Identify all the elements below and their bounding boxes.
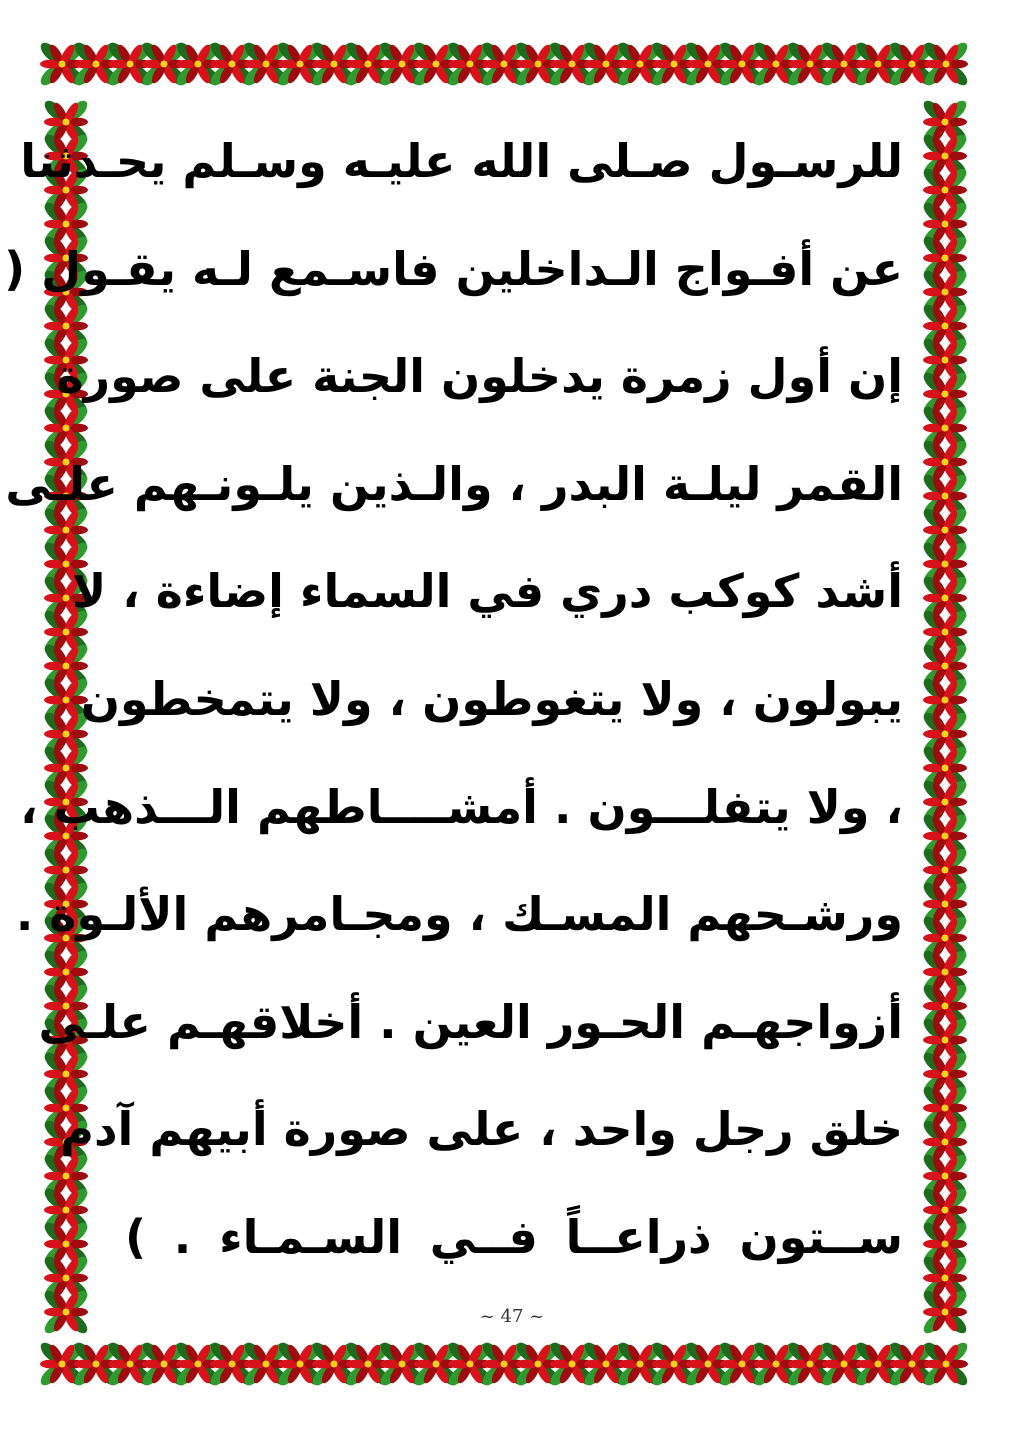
page-number: ~ 47 ~	[479, 1306, 545, 1327]
poinsettia-flower-icon	[921, 1339, 970, 1388]
floral-border-svg	[40, 38, 985, 104]
floral-border-top	[40, 38, 985, 104]
floral-border-svg	[919, 100, 985, 1340]
floral-border-svg	[40, 1338, 985, 1404]
text-line: أزواجهـم الحـور العين . أخلاقهـم علـى	[38, 994, 903, 1049]
text-line: عن أفـواج الـداخلين فاسـمع لـه يقـول (	[4, 241, 903, 296]
poinsettia-flower-icon	[921, 39, 970, 88]
poinsettia-flower-icon	[920, 1287, 969, 1336]
text-line: ، ولا يتفلـــون . أمشــــاطهم الـــذهب ،	[20, 779, 903, 834]
text-line: يبولون ، ولا يتغوطون ، ولا يتمخطون	[80, 671, 903, 726]
text-line: إن أول زمرة يدخلون الجنة على صورة	[56, 349, 903, 404]
text-line: القمر ليلـة البدر ، والـذين يلـونـهم علـى	[5, 456, 903, 511]
text-line: ورشـحهم المسـك ، ومجـامرهم الألـوة .	[15, 887, 903, 942]
text-line: خلق رجل واحد ، على صورة أبيهم آدم	[60, 1102, 903, 1157]
text-line: أشد كوكب دري في السماء إضاءة ، لا	[72, 564, 903, 619]
text-line: للرسـول صـلى الله عليـه وسـلم يحـدثنا	[20, 134, 903, 188]
page-body-text	[4, 118, 903, 1302]
floral-border-bottom	[40, 1338, 985, 1404]
text-line: ســتون ذراعــاً فــي السـمـاء . )	[125, 1209, 903, 1264]
floral-border-right	[919, 100, 985, 1340]
poinsettia-flower-icon	[41, 1287, 90, 1336]
